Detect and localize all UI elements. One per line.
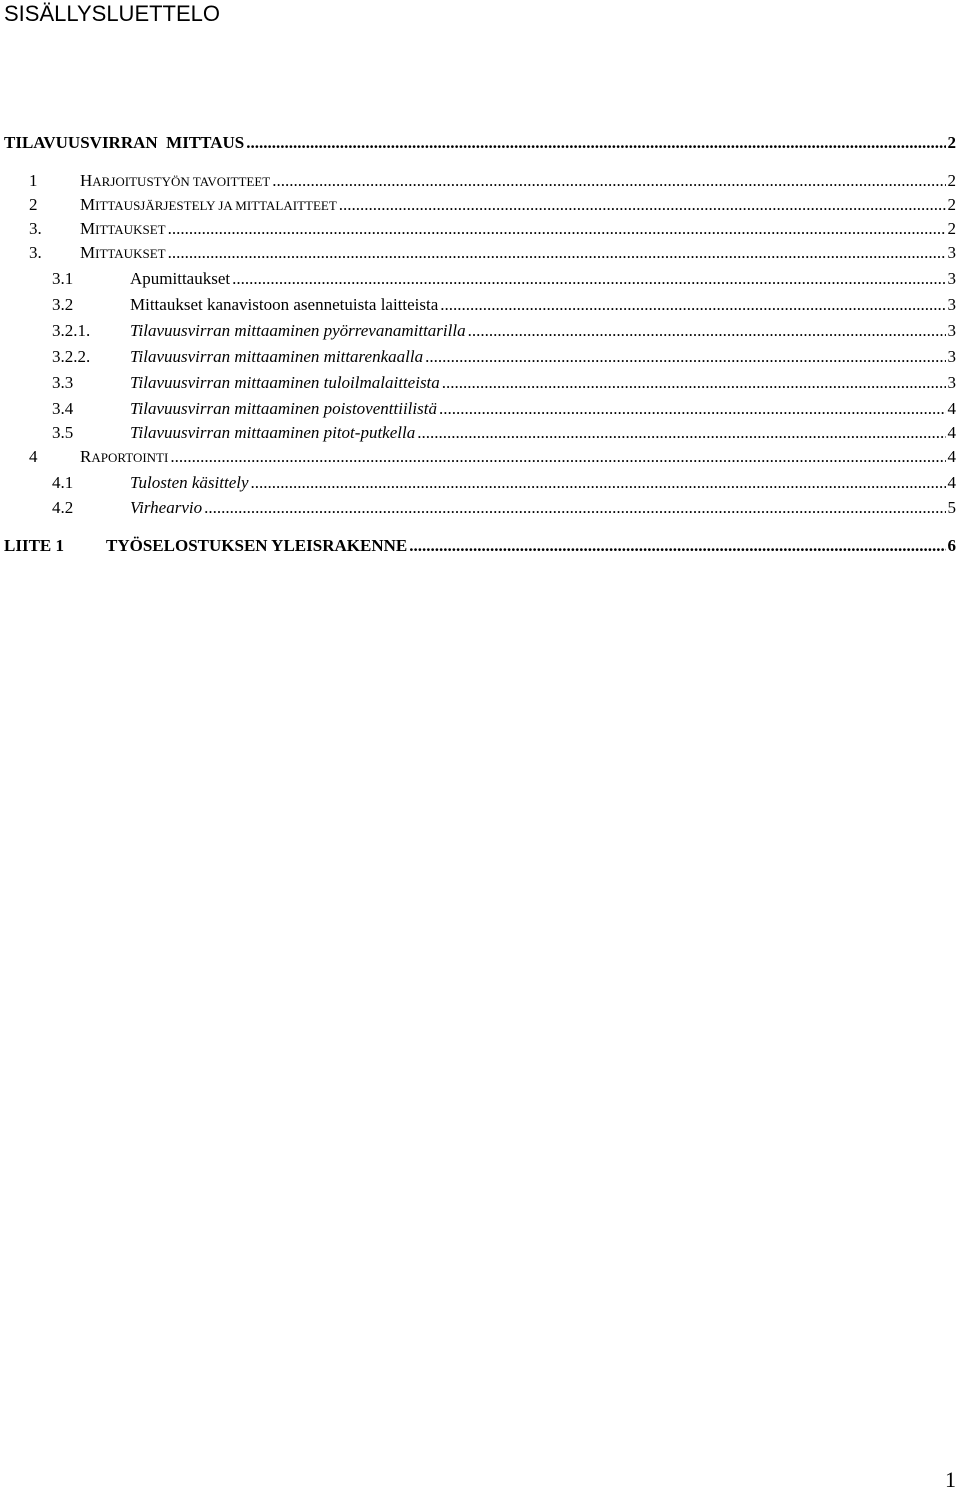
toc-entry-page: 2 (947, 133, 956, 152)
toc-leader-dots (439, 398, 946, 420)
toc-entry-4[interactable] (0, 446, 960, 468)
toc-entry-title: Tilavuusvirran mittaaminen tuloilmalaitteista (130, 373, 440, 392)
toc-entry-title: TILAVUUSVIRRAN MITTAUS (4, 133, 245, 152)
toc-leader-dots (417, 422, 945, 444)
toc-entry-number: 1 (29, 171, 38, 190)
toc-entry-3b[interactable] (0, 242, 960, 264)
toc-entry-title: Virhearvio (130, 498, 203, 517)
toc-entry-page: 6 (947, 536, 956, 555)
toc-entry-page: 4 (947, 473, 956, 492)
toc-entry-title: Tilavuusvirran mittaaminen mittarenkaalla (130, 347, 424, 366)
toc-leader-dots (409, 535, 945, 557)
toc-entry-3-2-1[interactable] (0, 320, 960, 342)
toc-entry-page: 3 (947, 347, 956, 366)
toc-entry-page: 5 (947, 498, 956, 517)
toc-entry-page: 2 (947, 195, 956, 214)
toc-leader-dots (246, 132, 945, 154)
toc-entry-number: 3.1 (52, 269, 74, 288)
toc-entry-number: 3.3 (52, 373, 74, 392)
toc-entry-4-2[interactable] (0, 497, 960, 519)
toc-entry-title: MITTAUKSET (80, 243, 166, 262)
toc-entry-number: 4.2 (52, 498, 74, 517)
toc-entry-title: MITTAUKSET (80, 219, 166, 238)
toc-entry-number: 3. (29, 243, 42, 262)
toc-entry-title: RAPORTOINTI (80, 447, 169, 466)
toc-entry-page: 4 (947, 447, 956, 466)
toc-entry-page: 2 (947, 219, 956, 238)
toc-entry-title: Tilavuusvirran mittaaminen poistoventtiilistä (130, 399, 437, 418)
toc-entry-title: Tilavuusvirran mittaaminen pyörrevanamittarilla (130, 321, 466, 340)
toc-entry-2[interactable] (0, 194, 960, 216)
toc-entry-number: 2 (29, 195, 38, 214)
toc-entry-number: 3.2 (52, 295, 74, 314)
toc-entry-3-2[interactable] (0, 294, 960, 316)
toc-leader-dots (170, 446, 945, 468)
toc-leader-dots (339, 194, 946, 216)
toc-entry-number: 3.2.2. (52, 347, 91, 366)
toc-entry-number: LIITE 1 (4, 536, 64, 555)
toc-leader-dots (272, 170, 945, 192)
toc-leader-dots (204, 497, 945, 519)
toc-entry-1[interactable] (0, 170, 960, 192)
toc-leader-dots (425, 346, 945, 368)
toc-entry-3-3[interactable] (0, 372, 960, 394)
toc-entry-title: Mittaukset kanavistoon asennetuista laitteista (130, 295, 439, 314)
toc-leader-dots (440, 294, 945, 316)
toc-entry-page: 3 (947, 269, 956, 288)
toc-leader-dots (232, 268, 945, 290)
toc-entry-title: Apumittaukset (130, 269, 231, 288)
toc-entry-3-1[interactable] (0, 268, 960, 290)
toc-entry-page: 4 (947, 423, 956, 442)
toc-entry-number: 3.2.1. (52, 321, 91, 340)
toc-entry-main-title[interactable] (0, 132, 960, 154)
toc-entry-3-5[interactable] (0, 422, 960, 444)
toc-leader-dots (251, 472, 946, 494)
toc-entry-page: 3 (947, 295, 956, 314)
toc-leader-dots (168, 218, 946, 240)
toc-entry-title: MITTAUSJÄRJESTELY JA MITTALAITTEET (80, 195, 337, 214)
toc-entry-appendix-1[interactable] (0, 535, 960, 557)
toc-entry-number: 4.1 (52, 473, 74, 492)
toc-entry-page: 4 (947, 399, 956, 418)
page-number: 1 (945, 1467, 956, 1492)
toc-entry-title: Tulosten käsittely (130, 473, 249, 492)
toc-entry-page: 2 (947, 171, 956, 190)
toc-entry-page: 3 (947, 373, 956, 392)
page-title: SISÄLLYSLUETTELO (4, 1, 221, 26)
toc-entry-number: 3. (29, 219, 42, 238)
toc-entry-number: 3.5 (52, 423, 74, 442)
toc-entry-page: 3 (947, 243, 956, 262)
toc-entry-number: 3.4 (52, 399, 74, 418)
toc-entry-page: 3 (947, 321, 956, 340)
toc-leader-dots (168, 242, 946, 264)
toc-entry-3-2-2[interactable] (0, 346, 960, 368)
toc-entry-3a[interactable] (0, 218, 960, 240)
toc-leader-dots (468, 320, 946, 342)
toc-entry-number: 4 (29, 447, 38, 466)
toc-entry-title: Tilavuusvirran mittaaminen pitot-putkella (130, 423, 416, 442)
toc-entry-4-1[interactable] (0, 472, 960, 494)
toc-entry-title: TYÖSELOSTUKSEN YLEISRAKENNE (106, 536, 408, 555)
toc-leader-dots (442, 372, 946, 394)
toc-entry-title: HARJOITUSTYÖN TAVOITTEET (80, 171, 271, 190)
toc-entry-3-4[interactable] (0, 398, 960, 420)
